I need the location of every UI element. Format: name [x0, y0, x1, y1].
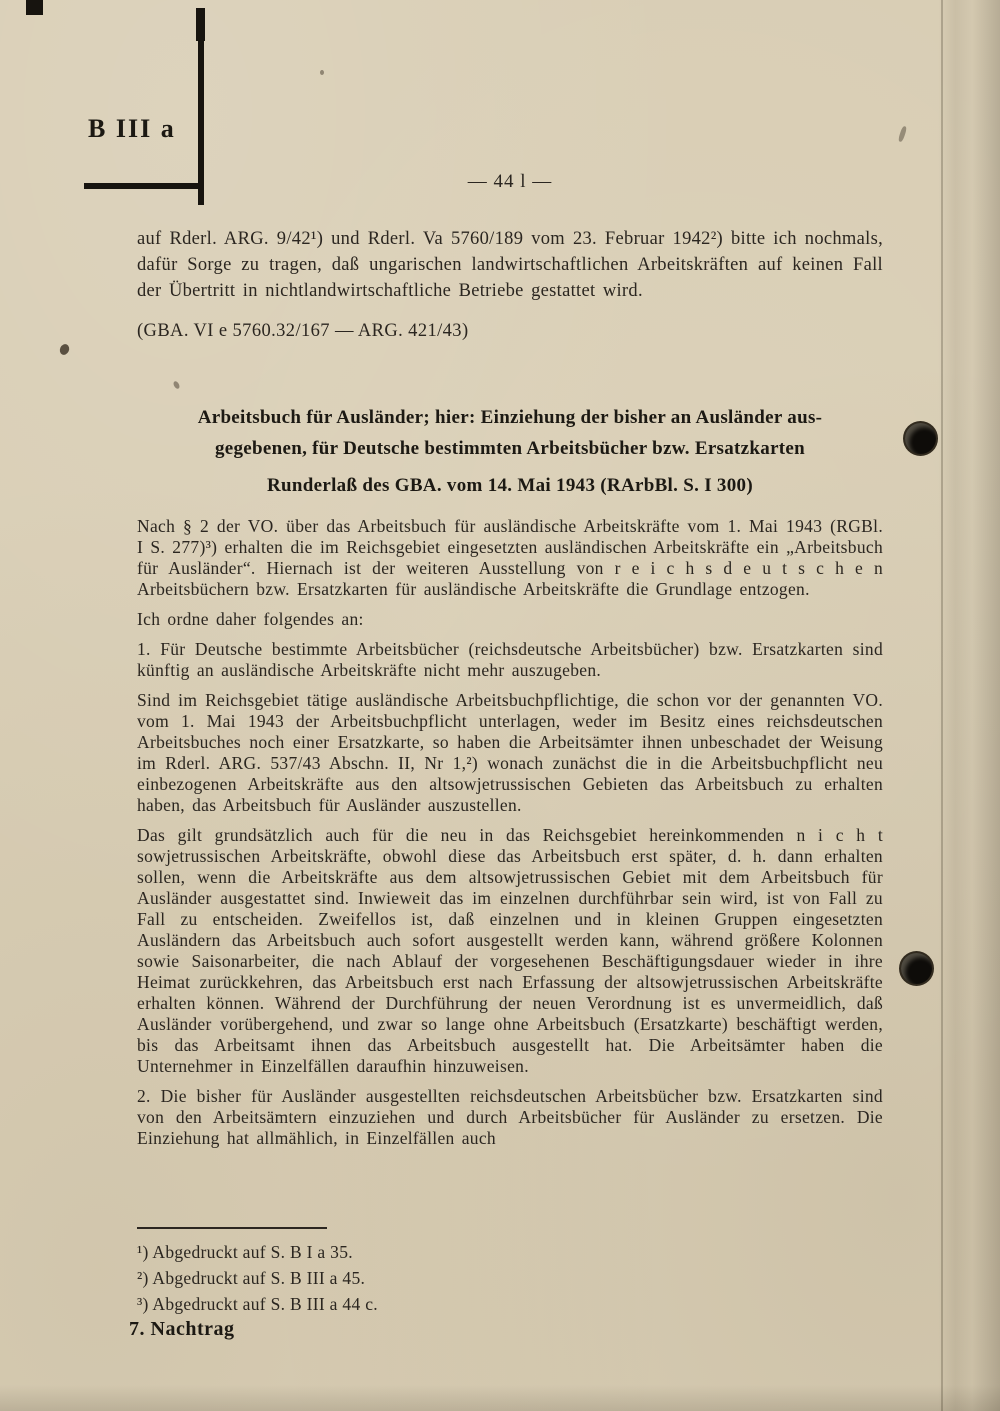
hole-punch-bottom [899, 951, 934, 986]
corner-registration-mark [26, 0, 43, 15]
paragraph: 2. Die bisher für Ausländer ausgestellten reichsdeutschen Arbeitsbücher bzw. Ersatzkarten sind von den Arbeitsämtern einzuziehen und durch Arbeitsbücher für Ausländer zu ersetzen. Die Einziehung hat allmählich, in Einzelfällen auch [137, 1086, 883, 1148]
supplement-label: 7. Nachtrag [129, 1318, 235, 1340]
document-body [137, 226, 883, 1230]
ink-speck [898, 126, 908, 143]
hole-punch-top [903, 421, 938, 456]
footnote-3: ³) Abgedruckt auf S. B III a 44 c. [137, 1294, 378, 1314]
page-edge-shadow [938, 0, 1000, 1411]
section-label: B III a [88, 114, 176, 143]
decree-subtitle: Runderlaß des GBA. vom 14. Mai 1943 (RArbBl. S. I 300) [267, 475, 753, 496]
footnotes-block [137, 1227, 883, 1317]
page-number: — 44 l — [467, 171, 553, 192]
decree-title-line-2: gegebenen, für Deutsche bestimmten Arbeitsbücher bzw. Ersatzkarten [214, 438, 806, 459]
paragraph: Ich ordne daher folgendes an: [137, 609, 364, 629]
paragraph: Sind im Reichsgebiet tätige ausländische Arbeitsbuchpflichtige, die schon vor der genannten VO. vom 1. Mai 1943 der Arbeitsbuchpflicht unterlagen, weder im Besitz eines reichsdeutschen Arbeitsbuches noch einer Ersatzkarte, so haben die Arbeitsämter ihnen unbeschadet der Weisung im Rderl. ARG. 537/43 Abschn. II, Nr 1,²) wonach zunächst die in die Arbeitsbuchpflicht neu einbezogenen Arbeitskräfte aus den altsowjetrussischen Gebieten das Arbeitsbuch zu erhalten haben, das Arbeitsbuch für Ausländer auszustellen. [137, 690, 883, 815]
page-bottom-shadow [0, 1385, 1000, 1411]
paragraph: Das gilt grundsätzlich auch für die neu in das Reichsgebiet hereinkommenden n i c h t sowjetrussischen Arbeitskräfte, obwohl diese das Arbeitsbuch erst später, d. h. dann erhalten sollen, wenn die Arbeitskräfte aus dem altsowjetrussischen Gebiet mit dem Arbeitsbuch für Ausländer ausgestattet sind. Inwieweit das im einzelnen durchführbar sein wird, ist von Fall zu Fall zu entscheiden. Zweifellos ist, daß einzelnen und in kleinen Gruppen eingesetzten Ausländern das Arbeitsbuch auch sofort ausgestellt werden kann, während größere Kolonnen sowie Saisonarbeiter, die nach Ablauf der vorgesehenen Beschäftigungsdauer wieder in ihre Heimat zurückkehren, das Arbeitsbuch erst nach Erfassung der altsowjetrussischen Arbeitskräfte erhalten können. Während der Durchführung der neuen Verordnung ist es unvermeidlich, daß Ausländer vorübergehend, und zwar so lange ohne Arbeitsbuch (Ersatzkarte) beschäftigt werden, bis das Arbeitsamt ihnen das Arbeitsbuch ausgestellt hat. Die Arbeitsämter haben die Unternehmer in Einzelfällen daraufhin hinzuweisen. [137, 825, 883, 1076]
ink-speck [320, 70, 324, 75]
file-reference-line: (GBA. VI e 5760.32/167 — ARG. 421/43) [137, 321, 469, 341]
footnote-separator-rule [137, 1227, 327, 1229]
paragraph: 1. Für Deutsche bestimmte Arbeitsbücher (reichsdeutsche Arbeitsbücher) bzw. Ersatzkarten sind künftig an ausländische Arbeitskräfte nicht mehr auszugeben. [137, 639, 883, 680]
decree-title-line-1: Arbeitsbuch für Ausländer; hier: Einziehung der bisher an Ausländer aus- [197, 407, 823, 428]
intro-paragraph: auf Rderl. ARG. 9/42¹) und Rderl. Va 5760/189 vom 23. Februar 1942²) bitte ich nochmals, dafür Sorge zu tragen, daß ungarischen landwirtschaftlichen Arbeitskräften auf keinen Fall der Übertritt in nichtlandwirtschaftliche Betriebe gestattet wird. [137, 229, 883, 301]
paragraph: Nach § 2 der VO. über das Arbeitsbuch für ausländische Arbeitskräfte vom 1. Mai 1943 (RGBl. I S. 277)³) erhalten die im Reichsgebiet eingesetzten ausländischen Arbeitskräfte ein „Arbeitsbuch für Ausländer“. Hiernach ist der weiteren Ausstellung von r e i c h s d e u t s c h e n Arbeitsbüchern bzw. Ersatzkarten für ausländische Arbeitskräfte die Grundlage entzogen. [137, 516, 883, 599]
ink-speck [58, 343, 71, 357]
page-edge-line [941, 0, 943, 1411]
footnote-1: ¹) Abgedruckt auf S. B I a 35. [137, 1242, 353, 1262]
footnote-2: ²) Abgedruckt auf S. B III a 45. [137, 1268, 366, 1288]
